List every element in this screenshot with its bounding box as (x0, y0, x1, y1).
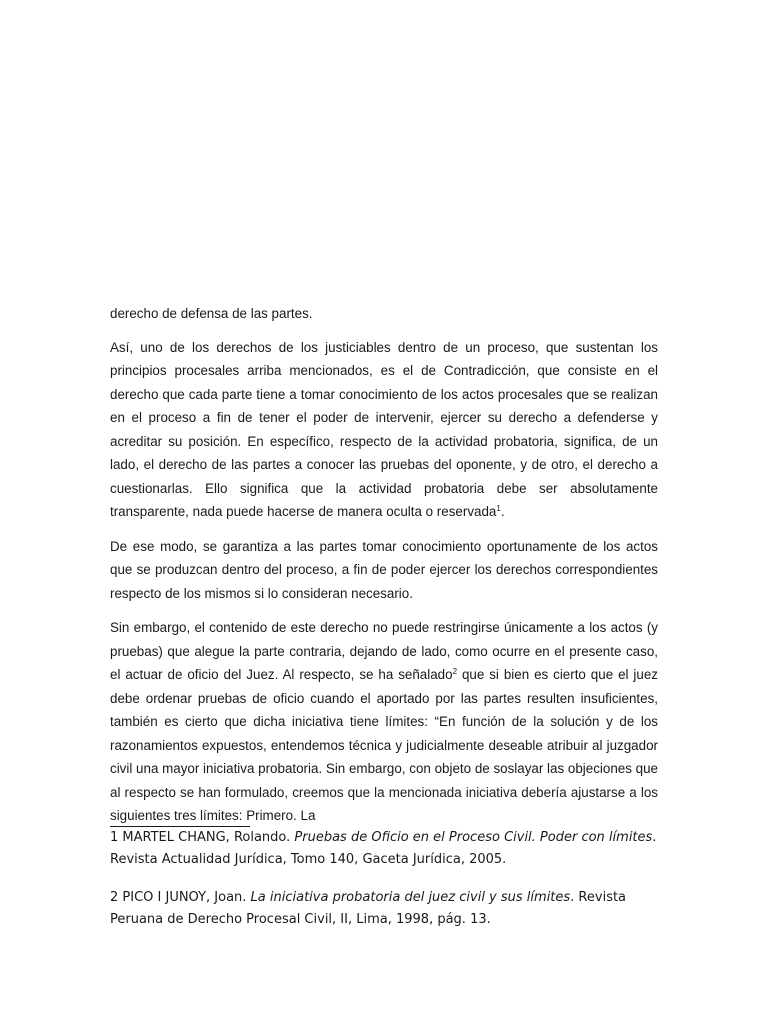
footnote-title: Pruebas de Oficio en el Proceso Civil. Poder con límites (294, 830, 653, 845)
paragraph-contradiccion (110, 336, 658, 524)
paragraph-text: Sin embargo, el contenido de este derecho no puede restringirse únicamente a los actos (y pruebas) que alegue la parte contraria, dejando de lado, como ocurre en el presente caso, el actuar de oficio del Juez. Al respecto, se ha señalado (110, 620, 658, 682)
footnote-1 (110, 827, 670, 871)
paragraph-text: Así, uno de los derechos de los justiciables dentro de un proceso, que sustentan los principios procesales arriba mencionados, es el de Contradicción, que consiste en el derecho que cada parte tiene a tomar conocimiento de los actos procesales que se realizan en el proceso a fin de tener el poder de intervenir, ejercer su derecho a defenderse y acreditar su posición. En específico, respecto de la actividad probatoria, significa, de un lado, el derecho de las partes a conocer las pruebas del oponente, y de otro, el derecho a cuestionarlas. Ello significa que la actividad probatoria debe ser absolutamente transparente, nada puede hacerse de manera oculta o reservada (110, 339, 658, 519)
footnote-rest: . Revista Actualidad Jurídica, Tomo 140, Gaceta Jurídica, 2005. (110, 830, 657, 867)
paragraph-text: que si bien es cierto que el juez debe ordenar pruebas de oficio cuando el aportado por las partes resulten insuficientes, también es cierto que dicha iniciativa tiene límites: “En función de la solución y de los razonamientos expuestos, entendemos técnica y judicialmente deseable atribuir al juzgador civil una mayor iniciativa probatoria. Sin embargo, con objeto de soslayar las objeciones que al respecto se han formulado, creemos que la mencionada iniciativa debería ajustarse a los siguientes tres límites: Primero. La (110, 667, 658, 823)
body-text (110, 302, 658, 839)
footnote-rest: . Revista Peruana de Derecho Procesal Civil, II, Lima, 1998, pág. 13. (110, 890, 627, 927)
paragraph-continuation: derecho de defensa de las partes. (110, 306, 313, 321)
footnote-ref-1[interactable]: 1 (496, 504, 501, 513)
paragraph-garantia: De ese modo, se garantiza a las partes tomar conocimiento oportunamente de los actos que se produzcan dentro del proceso, a fin de poder ejercer los derechos correspondientes respecto de los mismos si lo consideran necesario. (110, 538, 658, 601)
footnotes (110, 827, 670, 947)
footnote-ref-2[interactable]: 2 (452, 667, 458, 676)
footnote-2 (110, 887, 670, 931)
paragraph-period: . (500, 504, 505, 519)
footnote-lead: 2 PICO I JUNOY, Joan. (110, 890, 251, 905)
paragraph-sin-embargo (110, 616, 658, 828)
footnote-lead: 1 MARTEL CHANG, Rolando. (110, 830, 295, 845)
footnote-title: La iniciativa probatoria del juez civil y sus límites (250, 890, 571, 905)
